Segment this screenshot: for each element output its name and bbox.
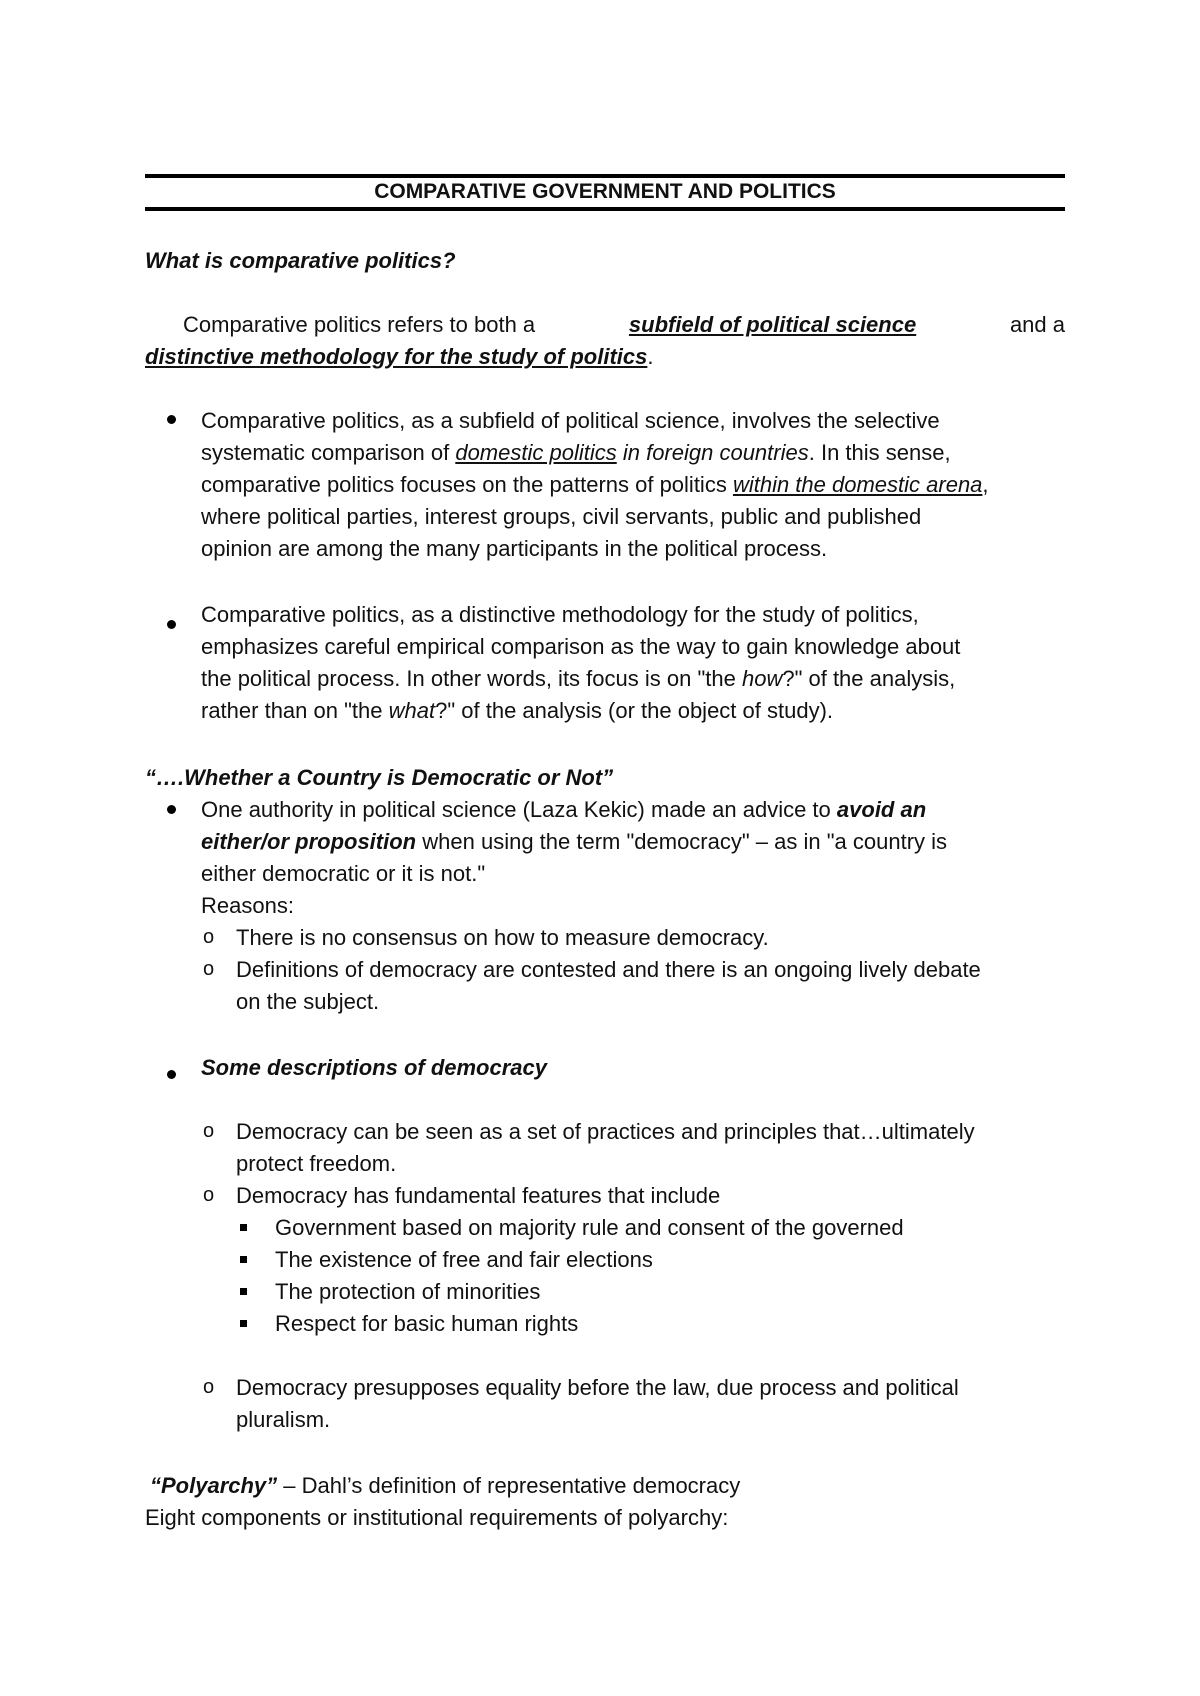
top-rule [145,174,1065,178]
emphasis-text: what [388,698,436,723]
bullet2-line-4: rather than on "the what?" of the analysis (or the object of study). [201,698,834,723]
bullet3-line-4: Reasons: [201,893,294,918]
emphasis-text: avoid an [836,797,927,822]
circle-bullet-icon: o [203,926,215,948]
bullet2-line-2: emphasizes careful empirical comparison as the way to gain knowledge about [201,634,961,659]
question-heading: What is comparative politics? [145,248,456,273]
circle-bullet-icon: o [203,1184,215,1206]
bullet3-line-3: either democratic or it is not." [201,861,486,886]
descriptions-heading: Some descriptions of democracy [201,1055,547,1080]
description-3-line-1: Democracy presupposes equality before the law, due process and political [236,1375,959,1400]
bullet2-line-1: Comparative politics, as a distinctive methodology for the study of politics, [201,602,919,627]
reason-2-line-1: Definitions of democracy are contested and there is an ongoing lively debate [236,957,981,982]
polyarchy-line-1: “Polyarchy” – Dahl’s definition of representative democracy [150,1473,741,1498]
emphasis-text: in foreign countries [622,440,809,465]
bullet1-line-3: comparative politics focuses on the patterns of politics within the domestic arena, [201,472,989,497]
bullet2-line-3: the political process. In other words, its focus is on "the how?" of the analysis, [201,666,956,691]
emphasis-text: either/or proposition [201,829,417,854]
feature-item: Government based on majority rule and consent of the governed [275,1215,904,1240]
emphasis-text: domestic politics [455,440,617,465]
intro-text: Comparative politics refers to both a [183,312,536,337]
description-1-line-2: protect freedom. [236,1151,397,1176]
emphasis-text: within the domestic arena [732,472,983,497]
square-bullet-icon [240,1256,247,1263]
bullet-icon [167,620,176,629]
bullet3-line-2: either/or proposition when using the term "democracy" – as in "a country is [201,829,948,854]
polyarchy-line-2: Eight components or institutional requirements of polyarchy: [145,1505,729,1530]
intro-line-1 [145,314,1065,336]
square-bullet-icon [240,1320,247,1327]
bullet-icon [167,805,176,814]
description-3-line-2: pluralism. [236,1407,331,1432]
feature-item: The existence of free and fair elections [275,1247,653,1272]
bullet1-line-5: opinion are among the many participants in the political process. [201,536,828,561]
emphasis-text: how [741,666,783,691]
bullet1-line-4: where political parties, interest groups, civil servants, public and published [201,504,922,529]
bullet1-line-1: Comparative politics, as a subfield of political science, involves the selective [201,408,940,433]
polyarchy-term: “Polyarchy” [150,1473,278,1498]
circle-bullet-icon: o [203,958,215,980]
feature-item: The protection of minorities [275,1279,541,1304]
bullet-icon [167,415,176,424]
intro-line-2: distinctive methodology for the study of politics. [145,344,654,369]
description-2: Democracy has fundamental features that include [236,1183,721,1208]
intro-emphasis: distinctive methodology for the study of politics [145,344,648,369]
reason-1: There is no consensus on how to measure democracy. [236,925,769,950]
intro-text: and a [1009,312,1065,337]
square-bullet-icon [240,1288,247,1295]
square-bullet-icon [240,1224,247,1231]
feature-item: Respect for basic human rights [275,1311,579,1336]
bullet1-line-2: systematic comparison of domestic politics in foreign countries. In this sense, [201,440,951,465]
page-title: COMPARATIVE GOVERNMENT AND POLITICS [374,180,836,203]
circle-bullet-icon: o [203,1376,215,1398]
bullet-icon [167,1070,176,1079]
section-heading: “….Whether a Country is Democratic or Not” [145,765,614,790]
circle-bullet-icon: o [203,1120,215,1142]
intro-emphasis: subfield of political science [628,312,917,337]
bullet3-line-1: One authority in political science (Laza Kekic) made an advice to avoid an [201,797,927,822]
description-1-line-1: Democracy can be seen as a set of practices and principles that…ultimately [236,1119,975,1144]
bottom-rule [145,207,1065,211]
reason-2-line-2: on the subject. [236,989,380,1014]
